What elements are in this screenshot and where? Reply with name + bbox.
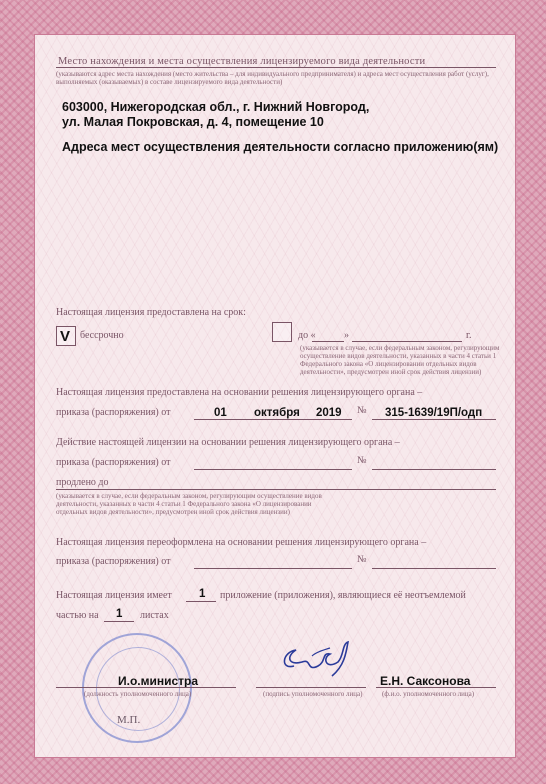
until-month-line: [352, 341, 462, 342]
term-note-4: деятельности», предусмотрен иной срок действия лицензии): [300, 368, 482, 376]
annex-sheets: 1: [116, 608, 123, 620]
extension-number-sign: №: [357, 455, 367, 466]
annex-count-line: [186, 601, 216, 602]
reissue-number-sign: №: [357, 554, 367, 565]
term-date-checkbox: [272, 322, 292, 342]
reissue-date-line: [194, 568, 352, 569]
basis-order-label: приказа (распоряжения) от: [56, 407, 171, 418]
check-mark: V: [60, 328, 71, 345]
name-line: [376, 687, 496, 688]
extended-until-label: продлено до: [56, 477, 109, 488]
location-heading: Место нахождения и места осуществления лицензируемого вида деятельности: [58, 56, 426, 67]
until-mid: »: [344, 330, 349, 341]
annex-sheets-suffix: листах: [140, 610, 169, 621]
reissue-number-line: [372, 568, 496, 569]
until-prefix: до «: [298, 330, 316, 341]
indefinite-label: бессрочно: [80, 330, 124, 341]
extension-date-line: [194, 469, 352, 470]
address-line-2: ул. Малая Покровская, д. 4, помещение 10: [62, 115, 324, 129]
extension-order-label: приказа (распоряжения) от: [56, 457, 171, 468]
basis-date-line: [194, 419, 352, 420]
location-note-2: выполняемых (оказываемых) в составе лицензируемого вида деятельности): [56, 78, 283, 86]
signature-note: (подпись уполномоченного лица): [263, 690, 363, 698]
basis-label: Настоящая лицензия предоставлена на основании решения лицензирующего органа –: [56, 387, 423, 398]
address-line-1: 603000, Нижегородская обл., г. Нижний Новгород,: [62, 100, 370, 114]
basis-day: 01: [214, 407, 227, 419]
location-note-1: (указываются адрес места нахождения (место жительства – для индивидуального предпринимателя) и адреса мест осуществления работ (услуг),: [56, 70, 489, 78]
signatory-name: Е.Н. Саксонова: [380, 674, 471, 688]
extension-label: Действие настоящей лицензии на основании решения лицензирующего органа –: [56, 437, 400, 448]
extended-until-line: [56, 489, 496, 490]
signatory-position: И.о.министра: [118, 674, 199, 688]
term-note-2: осуществление видов деятельности, указанных в части 4 статьи 1: [300, 352, 497, 360]
extension-note-1: (указывается в случае, если федеральным законом, регулирующим осуществление видов: [56, 492, 322, 500]
annex-prefix: Настоящая лицензия имеет: [56, 590, 172, 601]
until-day-line: [312, 341, 344, 342]
basis-number-line: [372, 419, 496, 420]
official-seal: [82, 633, 192, 743]
heading-underline: [56, 67, 496, 68]
signature-line: [256, 687, 366, 688]
term-note-3: Федерального закона «О лицензировании отдельных видов: [300, 360, 477, 368]
basis-month: октября: [254, 407, 300, 419]
annex-addresses-line: Адреса мест осуществления деятельности согласно приложению(ям): [62, 140, 499, 154]
name-note: (ф.и.о. уполномоченного лица): [382, 690, 475, 698]
seal-label: М.П.: [117, 714, 141, 726]
annex-sheets-line: [104, 621, 134, 622]
annex-middle: приложение (приложения), являющиеся её неотъемлемой: [220, 590, 466, 601]
basis-number: 315-1639/19П/одп: [385, 407, 483, 419]
term-note-1: (указывается в случае, если федеральным законом, регулирующим: [300, 344, 500, 352]
annex-count: 1: [199, 588, 206, 600]
basis-year: 2019: [316, 407, 342, 419]
extension-number-line: [372, 469, 496, 470]
reissue-label: Настоящая лицензия переоформлена на основании решения лицензирующего органа –: [56, 537, 427, 548]
handwritten-signature: [272, 636, 362, 684]
term-label: Настоящая лицензия предоставлена на срок:: [56, 307, 246, 318]
basis-number-sign: №: [357, 405, 367, 416]
annex-part-prefix: частью на: [56, 610, 99, 621]
until-suffix: г.: [466, 330, 472, 341]
extension-note-2: деятельности, указанных в части 4 статьи 1 Федерального закона «О лицензировании: [56, 500, 312, 508]
extension-note-3: отдельных видов деятельности», предусмотрен иной срок действия лицензии): [56, 508, 290, 516]
position-line: [56, 687, 236, 688]
reissue-order-label: приказа (распоряжения) от: [56, 556, 171, 567]
position-note: (должность уполномоченного лица): [84, 690, 192, 698]
